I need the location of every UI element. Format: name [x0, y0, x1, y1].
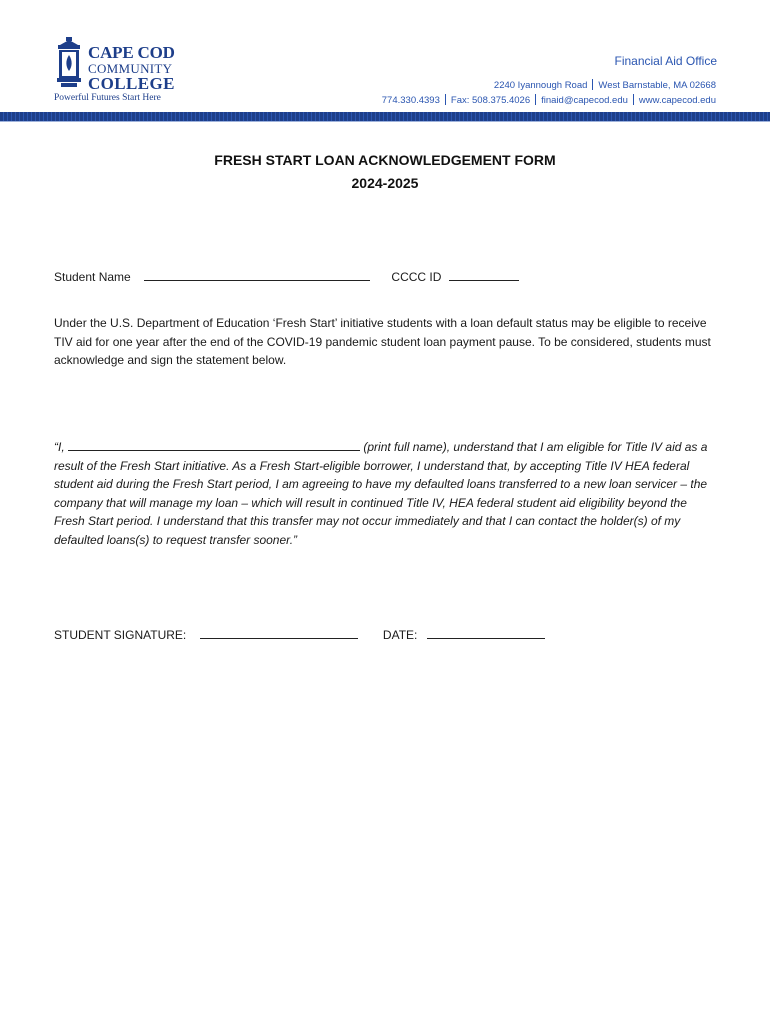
cccc-id-field[interactable]	[449, 269, 519, 281]
statement-prefix: “I,	[54, 440, 65, 454]
date-field[interactable]	[427, 627, 545, 639]
lighthouse-lantern-icon	[54, 37, 84, 93]
logo-wordmark	[88, 44, 175, 92]
student-info-row	[54, 269, 519, 284]
acknowledgement-statement	[54, 438, 718, 550]
separator	[633, 94, 634, 105]
address-line	[494, 79, 716, 91]
logo-line-1: CAPE COD	[88, 43, 175, 62]
separator	[592, 79, 593, 90]
intro-paragraph: Under the U.S. Department of Education ‘Fresh Start’ initiative students with a loan default status may be eligible to receive TIV aid for one year after the end of the COVID-19 pandemic student loan payment pause. To be considered, students must acknowledge and sign the statement below.	[54, 316, 711, 367]
college-logo	[52, 37, 182, 107]
cccc-id-label: CCCC ID	[391, 270, 442, 284]
header-divider-thin	[0, 121, 770, 122]
date-label: DATE:	[382, 628, 418, 642]
fax-number: Fax: 508.375.4026	[450, 95, 531, 106]
full-name-field[interactable]	[68, 439, 360, 451]
signature-label: STUDENT SIGNATURE:	[54, 628, 187, 642]
form-year: 2024-2025	[351, 175, 419, 191]
phone-number: 774.330.4393	[381, 95, 440, 106]
signature-row	[54, 627, 545, 642]
logo-line-2: COMMUNITY	[88, 61, 173, 76]
separator	[535, 94, 536, 105]
statement-body: (print full name), understand that I am eligible for Title IV aid as a result of the Fresh Start initiative. As a Fresh Start-eligible borrower, I understand that, by accepting Title IV HEA federal student aid during the Fresh Start period, I am agreeing to have my defaulted loans transferred to a new loan servicer – the company that will manage my loan – which will result in continued Title IV, HEA federal student aid eligibility beyond the Fresh Start period. I understand that this transfer may not occur immediately and that I can contact the holder(s) of my defaulted loans(s) to request transfer sooner.”	[54, 440, 708, 547]
logo-line-3: COLLEGE	[88, 74, 175, 93]
logo-tagline: Powerful Futures Start Here	[54, 93, 161, 103]
address-street: 2240 Iyannough Road	[493, 80, 588, 91]
student-name-label: Student Name	[54, 270, 131, 284]
signature-field[interactable]	[200, 627, 358, 639]
header-divider	[0, 112, 770, 121]
contact-line	[382, 94, 716, 106]
office-name: Financial Aid Office	[614, 54, 717, 68]
website-url: www.capecod.edu	[638, 95, 716, 106]
separator	[445, 94, 446, 105]
email-address: finaid@capecod.edu	[541, 95, 628, 106]
address-city: West Barnstable, MA 02668	[598, 80, 716, 91]
form-title: FRESH START LOAN ACKNOWLEDGEMENT FORM	[214, 152, 556, 168]
student-name-field[interactable]	[144, 269, 370, 281]
